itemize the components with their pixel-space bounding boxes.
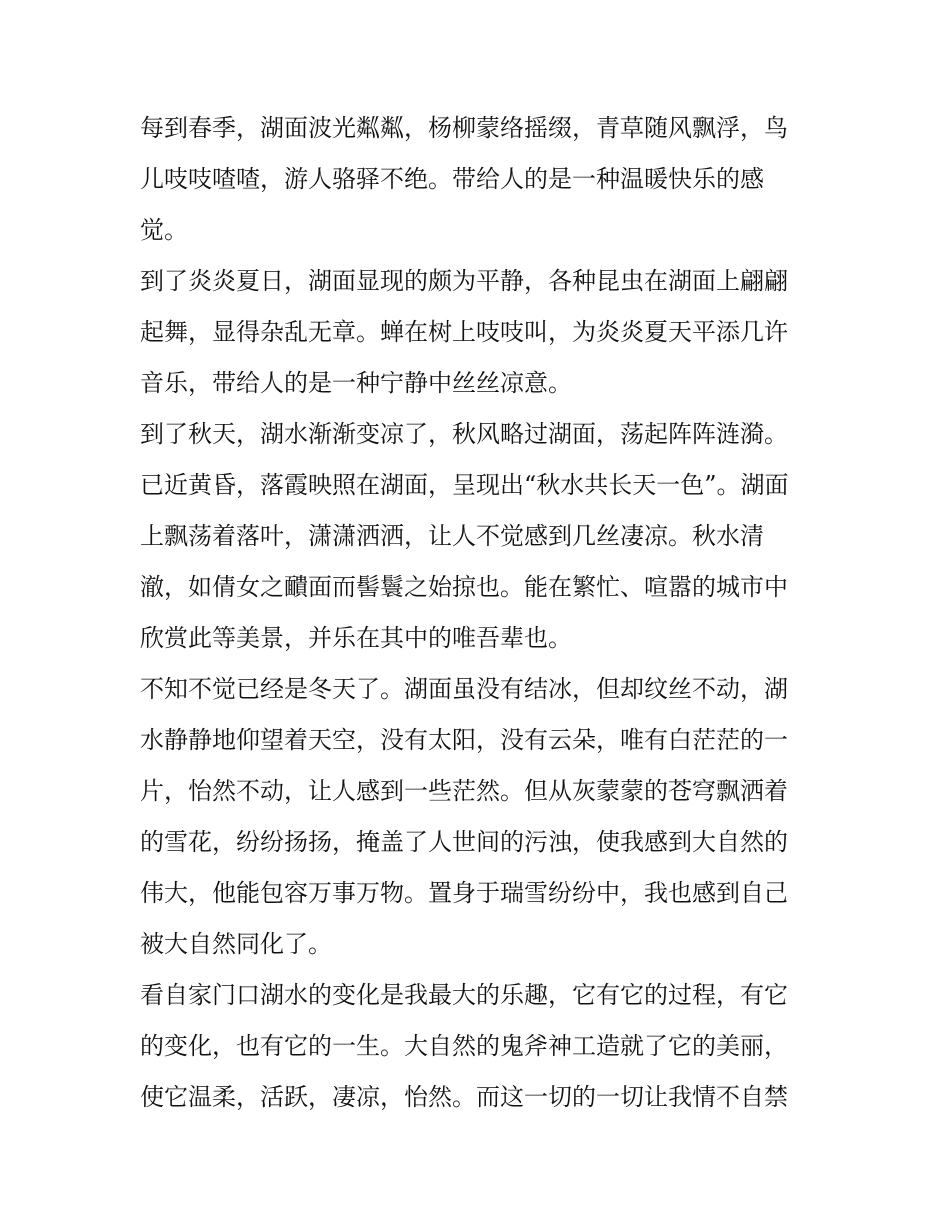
text-line: 看自家门口湖水的变化是我最大的乐趣，它有它的过程，有它 — [140, 981, 788, 1009]
text-line: 上飘荡着落叶，潇潇洒洒，让人不觉感到几丝凄凉。秋水清 — [140, 522, 764, 550]
text-line: 水静静地仰望着天空，没有太阳，没有云朵，唯有白茫茫的一 — [140, 726, 788, 754]
text-line: 片，怡然不动，让人感到一些茫然。但从灰蒙蒙的苍穹飘洒着 — [140, 777, 788, 805]
text-line: 欣赏此等美景，并乐在其中的唯吾辈也。 — [140, 624, 572, 652]
text-line: 到了炎炎夏日，湖面显现的颇为平静，各种昆虫在湖面上翩翩 — [140, 267, 788, 295]
text-line: 每到春季，湖面波光粼粼，杨柳蒙络摇缀，青草随风飘浮，鸟 — [140, 114, 788, 142]
text-line: 到了秋天，湖水渐渐变凉了，秋风略过湖面，荡起阵阵涟漪。 — [140, 420, 788, 448]
text-line: 被大自然同化了。 — [140, 930, 332, 958]
text-line: 已近黄昏，落霞映照在湖面，呈现出“秋水共长天一色”。湖面 — [140, 471, 789, 499]
text-line: 的变化，也有它的一生。大自然的鬼斧神工造就了它的美丽， — [140, 1032, 788, 1060]
text-line: 使它温柔，活跃，凄凉，怡然。而这一切的一切让我情不自禁 — [140, 1083, 788, 1111]
text-line: 觉。 — [140, 216, 188, 244]
essay-text — [140, 103, 812, 1123]
text-line: 的雪花，纷纷扬扬，掩盖了人世间的污浊，使我感到大自然的 — [140, 828, 788, 856]
text-line: 不知不觉已经是冬天了。湖面虽没有结冰，但却纹丝不动，湖 — [140, 675, 788, 703]
text-line: 儿吱吱喳喳，游人骆驿不绝。带给人的是一种温暖快乐的感 — [140, 165, 764, 193]
text-line: 起舞，显得杂乱无章。蝉在树上吱吱叫，为炎炎夏天平添几许 — [140, 318, 788, 346]
text-line: 澈，如倩女之靧面而髻鬟之始掠也。能在繁忙、喧嚣的城市中 — [140, 573, 788, 601]
text-line: 伟大，他能包容万事万物。置身于瑞雪纷纷中，我也感到自己 — [140, 879, 788, 907]
text-line: 音乐，带给人的是一种宁静中丝丝凉意。 — [140, 369, 572, 397]
